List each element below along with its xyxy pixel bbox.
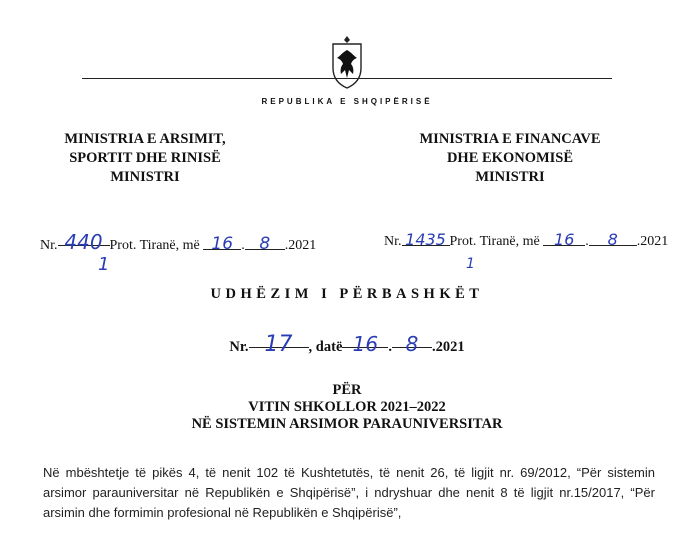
nr-label: Nr. [384,234,402,249]
document-day-handwritten: 16 [342,332,388,348]
protocol-line-left: Nr. 440 Prot. Tiranë, më 16 . 8 .2021 1 [40,230,317,275]
ministry-name-line: MINISTRIA E ARSIMIT, [64,131,226,147]
document-number-line: Nr. 17 , datë 16 . 8 .2021 [229,332,465,357]
nr-label: Nr. [229,339,249,355]
prot-text: Prot. Tiranë, më [109,238,200,253]
coat-of-arms-emblem [331,34,363,90]
protocol-sub-handwritten: 1 [98,254,110,275]
protocol-number-handwritten: 440 [58,230,110,246]
protocol-number-handwritten: 1435 [402,230,450,246]
date-label: , datë [308,339,343,355]
protocol-month-handwritten: 8 [245,234,285,250]
heading-line: NË SISTEMIN ARSIMOR PARAUNIVERSITAR [191,416,503,432]
ministry-title-line: MINISTRI [110,169,180,185]
protocol-line-right: Nr. 1435 Prot. Tiranë, më 16 . 8 .2021 1 [384,230,669,272]
document-year: .2021 [432,339,465,355]
protocol-day-handwritten: 16 [543,230,585,246]
protocol-sub-handwritten: 1 [466,256,475,272]
ministry-finance-block [402,130,618,187]
ministry-name-line: SPORTIT DHE RINISË [69,150,221,166]
heading-line: PËR [332,382,362,398]
country-name: REPUBLIKA E SHQIPËRISË [261,97,433,106]
prot-text: Prot. Tiranë, më [449,234,540,249]
protocol-day-handwritten: 16 [203,234,241,250]
document-number-handwritten: 17 [249,332,309,348]
document-month-handwritten: 8 [392,332,432,348]
document-type-title: UDHËZIM I PËRBASHKËT [210,286,484,302]
body-paragraph: Në mbështetje të pikës 4, të nenit 102 të Kushtetutës, të nenit 26, të ligjit nr. 69/2012, “Për sistemin arsimor parauniversitar në Republikën e Shqipërisë”, i ndryshuar dhe nenit 8 të ligjit nr.15/2017, “Për arsimin dhe formimin profesional në Republikën e Shqipërisë”, [43,465,655,520]
header-rule [82,78,612,79]
ministry-education-block [30,130,260,187]
protocol-year: .2021 [284,238,317,253]
protocol-year: .2021 [636,234,669,249]
heading-line: VITIN SHKOLLOR 2021–2022 [248,399,446,415]
ministry-name-line: MINISTRIA E FINANCAVE [419,131,601,147]
nr-label: Nr. [40,238,58,253]
ministry-name-line: DHE EKONOMISË [446,150,574,166]
ministry-title-line: MINISTRI [475,169,545,185]
protocol-month-handwritten: 8 [589,230,637,246]
